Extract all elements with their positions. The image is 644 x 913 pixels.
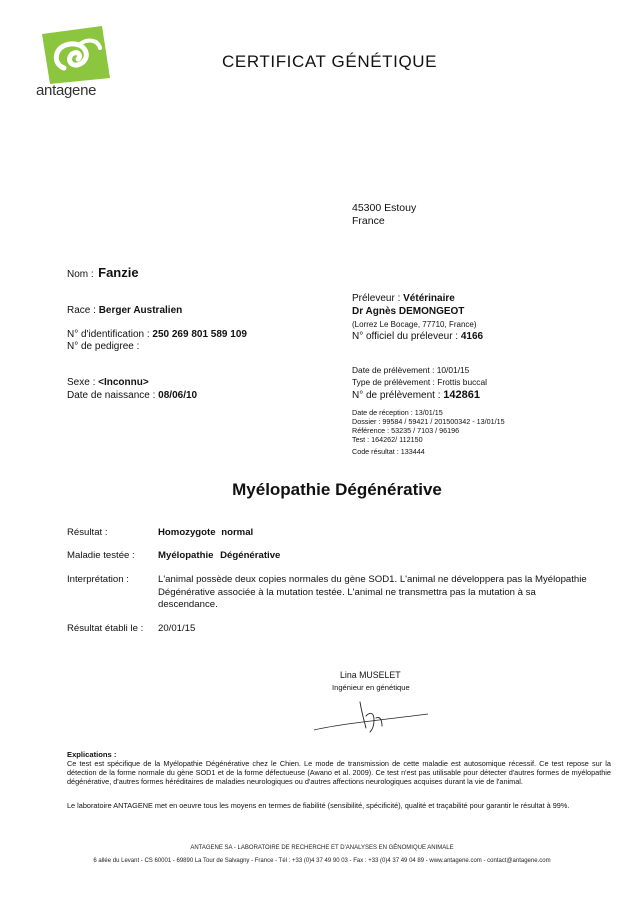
- birth-label: Date de naissance :: [67, 390, 156, 401]
- address-line-2: France: [352, 215, 385, 227]
- dossier: Dossier : 99584 / 59421 / 201500342 - 13/01/15: [352, 417, 505, 426]
- sample-number: [352, 389, 480, 401]
- result-value: Homozygote normal: [158, 527, 254, 538]
- preleveur-address: (Lorrez Le Bocage, 77710, France): [352, 320, 477, 329]
- animal-sex: [67, 377, 149, 388]
- preleveur-doctor: Dr Agnès DEMONGEOT: [352, 306, 465, 317]
- established-value: 20/01/15: [158, 623, 196, 634]
- preleveur-label: Préleveur :: [352, 293, 401, 304]
- sex-label: Sexe :: [67, 377, 96, 388]
- reference: Référence : 53235 / 7103 / 96196: [352, 426, 460, 435]
- sample-type-label: Type de prélèvement :: [352, 377, 435, 387]
- preleveur-official-number: [352, 331, 483, 342]
- signature-icon: [310, 690, 430, 740]
- id-value: 250 269 801 589 109: [152, 329, 247, 340]
- document-title: CERTIFICAT GÉNÉTIQUE: [222, 52, 438, 71]
- race-value: Berger Australien: [98, 305, 183, 316]
- race-label: Race :: [67, 305, 96, 316]
- preleveur-value: Vétérinaire: [403, 293, 455, 304]
- sample-number-value: 142861: [443, 389, 480, 401]
- animal-name: [67, 264, 139, 282]
- sample-date-label: Date de prélèvement :: [352, 365, 435, 375]
- official-label: N° officiel du préleveur :: [352, 331, 459, 342]
- explications-title: Explications :: [67, 750, 117, 759]
- address-line-1: 45300 Estouy: [352, 202, 417, 214]
- animal-race: [67, 305, 182, 316]
- name-value: Fanzie: [98, 265, 139, 280]
- explications-paragraph-1: Ce test est spécifique de la Myélopathie Dégénérative chez le Chien. Le mode de transmission de cette maladie est autosomique récessif. Ce test repose sur la détection de la forme normale du gène SOD1 et de la forme défectueuse (Awano et al. 2009). Ce test n'est pas utilisable pour détecter d'autres formes de myélopathie dégénérative, d'autres formes héréditaires de maladies neurologiques ou d'autres affections neurologiques acquises durant la vie de l'animal.: [67, 759, 611, 787]
- disease-label: Maladie testée :: [67, 550, 135, 561]
- interpretation-label: Interprétation :: [67, 574, 129, 585]
- result-label: Résultat :: [67, 527, 108, 538]
- animal-birth-date: [67, 390, 197, 401]
- logo-text: antagene: [36, 82, 97, 99]
- established-label: Résultat établi le :: [67, 623, 144, 634]
- sample-type: [352, 377, 487, 387]
- name-label: Nom :: [67, 269, 94, 280]
- reception-date: Date de réception : 13/01/15: [352, 408, 443, 417]
- footer-address: 6 allée du Levant - CS 60001 - 69890 La Tour de Salvagny - France - Tél : +33 (0)4 37 49 90 03 - Fax : +33 (0)4 37 49 04 89 - www.antagene.com - contact@antagene.com: [93, 858, 551, 864]
- sample-date: [352, 365, 469, 375]
- animal-identification: [67, 329, 247, 340]
- test-code: Test : 164262/ 112150: [352, 435, 423, 444]
- explications-paragraph-2: Le laboratoire ANTAGENE met en oeuvre tous les moyens en termes de fiabilité (sensibilité, spécificité), qualité et traçabilité pour garantir le résultat à 99%.: [67, 801, 570, 810]
- signatory-role: Ingénieur en génétique: [332, 683, 410, 692]
- interpretation-text: L'animal possède deux copies normales du gène SOD1. L'animal ne développera pas la Myélopathie Dégénérative associée à la mutation testée. L'animal ne transmettra pas la mutation à sa descendance.: [158, 574, 587, 611]
- birth-value: 08/06/10: [158, 390, 198, 401]
- sample-type-value: Frottis buccal: [437, 377, 488, 387]
- pedigree-label: N° de pedigree :: [67, 341, 140, 352]
- signatory-name: Lina MUSELET: [340, 670, 401, 680]
- result-code: Code résultat : 133444: [352, 447, 425, 456]
- analysis-title: Myélopathie Dégénérative: [232, 480, 442, 499]
- disease-value: Myélopathie Dégénérative: [158, 550, 281, 561]
- footer-company: ANTAGENE SA - LABORATOIRE DE RECHERCHE ET D'ANALYSES EN GÉNOMIQUE ANIMALE: [190, 845, 454, 851]
- official-value: 4166: [460, 331, 484, 342]
- preleveur: [352, 293, 455, 304]
- id-label: N° d'identification :: [67, 329, 150, 340]
- sample-number-label: N° de prélèvement :: [352, 390, 441, 401]
- sample-date-value: 10/01/15: [436, 365, 470, 375]
- sex-value: <Inconnu>: [98, 377, 149, 388]
